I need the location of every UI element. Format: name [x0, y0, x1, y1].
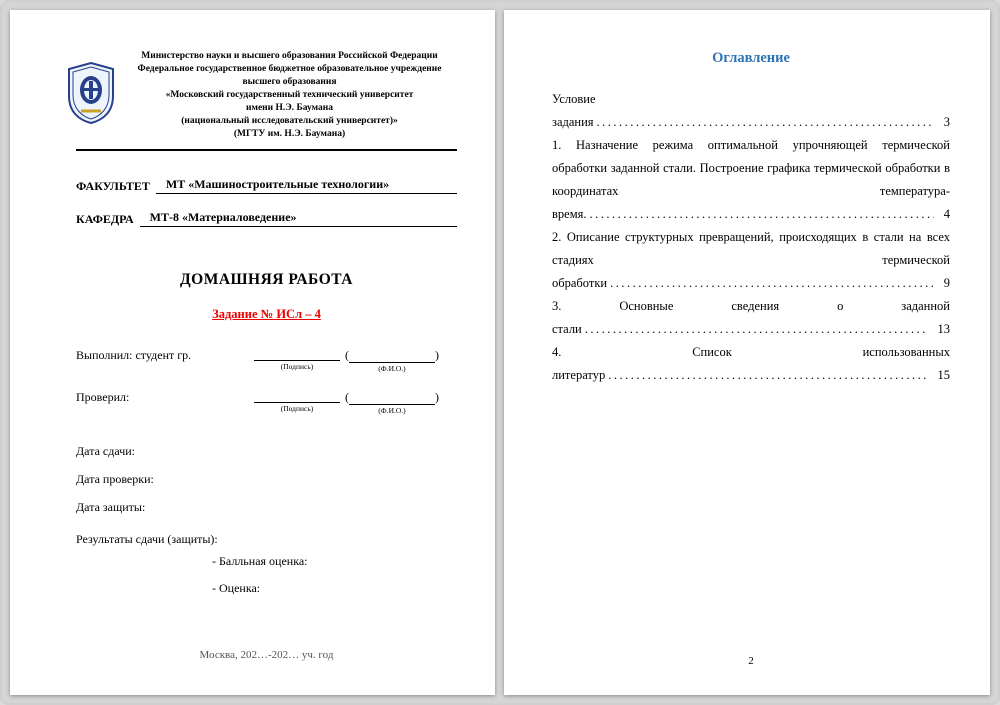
toc-entry[interactable] [552, 295, 950, 341]
faculty-label: ФАКУЛЬТЕТ [76, 179, 150, 193]
toc-entry[interactable] [552, 88, 950, 134]
toc-entry-page[interactable]: 3 [934, 111, 950, 134]
name-line [349, 392, 435, 405]
checker-signature-row [76, 390, 457, 415]
date-defended-label: Дата защиты: [76, 500, 146, 514]
results-label: Результаты сдачи (защиты): [76, 532, 218, 546]
toc-entry-text[interactable]: 2. Описание структурных превращений, происходящих в стали на всех стадиях термической обработки ..... [552, 230, 950, 290]
open-paren: ( [345, 390, 349, 404]
name-line [349, 350, 435, 363]
page-number: 2 [748, 655, 754, 667]
toc-entry[interactable] [552, 134, 950, 226]
name-blank [345, 390, 439, 405]
dates-block [76, 443, 457, 527]
header-divider [76, 149, 457, 151]
name-blank [345, 348, 439, 363]
faculty-row [76, 177, 457, 194]
date-submitted-label: Дата сдачи: [76, 444, 135, 458]
department-underline [140, 210, 457, 227]
signature-blank-group [254, 390, 340, 413]
toc-entry-text[interactable]: 1. Назначение режима оптимальной упрочняющей термической обработки заданной стали. Построение графика термической обработки в координатах температура-время. ..... [552, 138, 950, 221]
toc-entry[interactable] [552, 226, 950, 295]
header-line: «Московский государственный технический университет [165, 90, 414, 100]
signature-blanks [254, 348, 439, 373]
department-value: МТ-8 «Материаловедение» [149, 210, 297, 224]
grade-label: - Оценка: [212, 581, 261, 595]
department-label: КАФЕДРА [76, 212, 134, 226]
toc-entry-text[interactable]: 4. Список использованных литератур ..... [552, 345, 950, 382]
assignment-number: Задание № ИСл – 4 [212, 307, 321, 321]
header-line: (национальный исследовательский университет)» [181, 116, 398, 126]
signature-blanks [254, 390, 439, 415]
toc-entry-text[interactable]: Условие задания ..... [552, 92, 950, 129]
header-line: высшего образования [242, 77, 337, 87]
signature-caption: (Подпись) [280, 404, 314, 413]
performer-label: Выполнил: студент гр. [76, 348, 192, 362]
name-caption: (Ф.И.О.) [378, 406, 406, 415]
date-checked-label: Дата проверки: [76, 472, 154, 486]
close-paren: ) [435, 390, 439, 404]
signature-blank-group [254, 348, 340, 371]
faculty-underline [156, 177, 457, 194]
name-blank-group [345, 390, 439, 415]
page-2 [504, 10, 990, 695]
close-paren: ) [435, 348, 439, 362]
document-title: ДОМАШНЯЯ РАБОТА [179, 271, 354, 288]
header-line: Министерство науки и высшего образования Российской Федерации [141, 51, 438, 61]
header-line: (МГТУ им. Н.Э. Баумана) [233, 129, 346, 139]
header-line: Федеральное государственное бюджетное образовательное учреждение [137, 64, 442, 74]
toc-heading: Оглавление [712, 50, 790, 66]
name-blank-group [345, 348, 439, 373]
ministry-header [122, 50, 457, 141]
name-caption: (Ф.И.О.) [378, 364, 406, 373]
open-paren: ( [345, 348, 349, 362]
toc-entry-page[interactable]: 9 [934, 272, 950, 295]
toc-entry-text[interactable]: 3. Основные сведения о заданной стали ..... [552, 299, 950, 336]
signature-caption: (Подпись) [280, 362, 314, 371]
score-label: - Балльная оценка: [212, 554, 308, 568]
toc-entry-page[interactable]: 15 [928, 364, 951, 387]
table-of-contents [552, 88, 950, 387]
toc-entry-page[interactable]: 13 [928, 318, 951, 341]
signature-line [254, 348, 340, 361]
toc-entry-page[interactable]: 4 [934, 203, 950, 226]
faculty-value: МТ «Машиностроительные технологии» [165, 177, 390, 191]
performer-signature-row [76, 348, 457, 373]
page-1 [10, 10, 495, 695]
header-line: имени Н.Э. Баумана [246, 103, 333, 113]
toc-entry[interactable] [552, 341, 950, 387]
signature-line [254, 390, 340, 403]
document-header [76, 50, 457, 141]
department-row [76, 210, 457, 227]
checker-label: Проверил: [76, 390, 130, 404]
city-year-footer: Москва, 202…-202… уч. год [199, 649, 334, 661]
university-logo-icon [66, 62, 122, 129]
